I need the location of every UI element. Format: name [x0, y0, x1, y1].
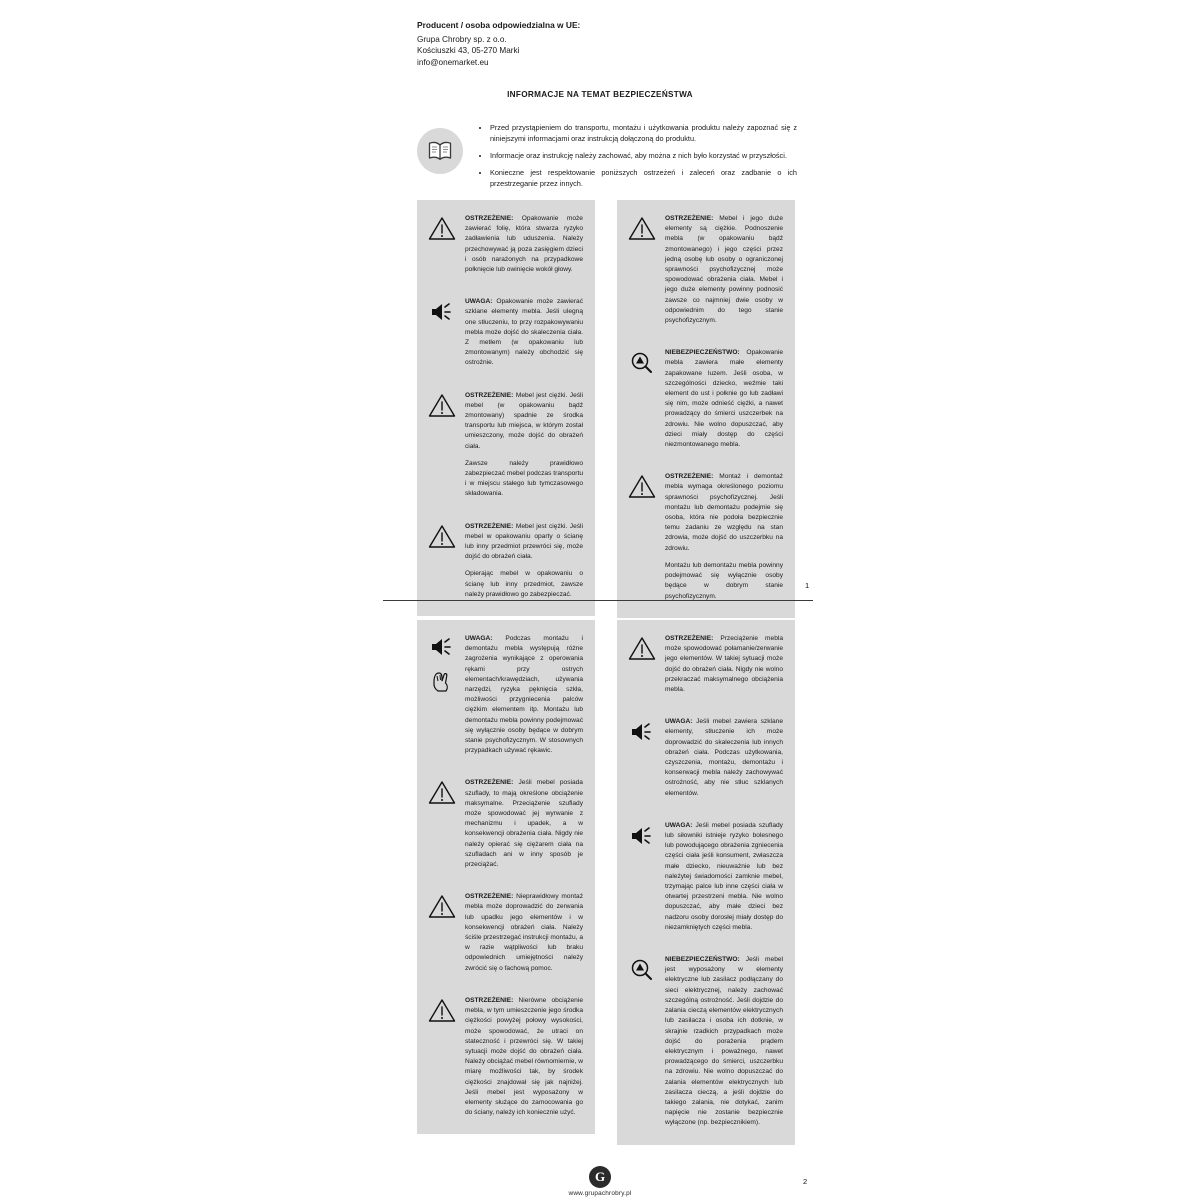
warning-column-3: [417, 620, 595, 1134]
warning-item: [427, 391, 583, 500]
warning-label: OSTRZEŻENIE:: [665, 215, 714, 222]
warning-paragraph: Zawsze należy prawidłowo zabezpieczać mebel podczas transportu i w miejscu stałego lub tymczasowego składowania.: [465, 459, 583, 498]
warning-item: [427, 522, 583, 600]
warning-text: [465, 214, 583, 275]
warning-text: [465, 996, 583, 1118]
warning-triangle-icon: [427, 522, 457, 549]
warning-label: UWAGA:: [665, 718, 693, 726]
warning-label: UWAGA:: [465, 298, 493, 306]
warning-item: [627, 821, 783, 933]
warning-item: [427, 214, 583, 275]
list-item: • Przed przystąpieniem do transportu, montażu i użytkowania produktu należy zapoznać się z niniejszymi informacjami oraz instrukcją dołączoną do produktu.: [490, 122, 797, 144]
footer-website: www.grupachrobry.pl: [568, 1190, 632, 1197]
warning-text: [465, 391, 583, 500]
warning-triangle-icon: [627, 472, 657, 499]
open-book-icon: [417, 128, 463, 174]
warning-item: [427, 634, 583, 756]
warning-label: UWAGA:: [665, 821, 693, 829]
warning-triangle-icon: [427, 778, 457, 805]
intro-bullet-list: [477, 122, 797, 195]
warning-label: OSTRZEŻENIE:: [465, 996, 514, 1004]
warning-label: UWAGA:: [465, 635, 493, 642]
warning-text: [465, 634, 583, 756]
warning-text: [465, 778, 583, 870]
warning-label: OSTRZEŻENIE:: [465, 215, 514, 222]
logo-letter: G: [594, 1169, 606, 1184]
warning-paragraph: Jeśli mebel posiada szuflady, to mają określone obciążenie maksymalne. Przeciążenie szuflady może spowodować jej wyrwanie z mechanizmu i upadek, a w konsekwencji obrażenia ciała. Nigdy nie należy opierać się ciężarem ciała na szufladach ani w inny sposób je przeciążać.: [465, 779, 583, 869]
producer-company: Grupa Chrobry sp. z o.o.: [417, 34, 507, 44]
producer-title: Producent / osoba odpowiedzialna w UE:: [417, 20, 581, 30]
warning-paragraph: Podczas montażu i demontażu mebla występują różne zagrożenia wynikające z operowania rękami przy ostrych elementach/krawędziach, używania narzędzi, ryzyka pęknięcia szkła, możliwości przygniecenia palców ciężkim elementem itp. Montażu lub demontażu mebla powinny podejmować się wyłącznie osoby będące w dobrym stanie psychofizycznym. W stosownych przypadkach używać rękawic.: [465, 635, 583, 755]
warning-column-2: [617, 200, 795, 618]
warning-paragraph: Przeciążenie mebla może spowodować połamanie/zerwanie jego elementów. W takiej sytuacji może dojść do obrażeń ciała. Nigdy nie wolno przekraczać maksymalnego obciążenia mebla.: [665, 635, 783, 694]
warning-text: [465, 297, 583, 368]
warning-paragraph: Montaż i demontaż mebla wymaga określonego poziomu sprawności psychofizycznej. Jeśli montażu lub demontażu podejmie się osoba, która nie podoła bezpiecznie temu zadaniu ze względu na stan zdrowia, może dojść do uszczerbku na zdrowiu.: [665, 473, 783, 552]
warning-paragraph: Mebel jest ciężki. Jeśli mebel w opakowaniu oparty o ścianę lub inny przedmiot przewróci się, może dojść do obrażeń ciała.: [465, 522, 583, 561]
producer-block: [417, 20, 837, 68]
warning-item: [627, 348, 783, 450]
warning-paragraph: Mebel i jego duże elementy są ciężkie. Podnoszenie mebla (w opakowaniu bądź zmontowanego) i jego części przez jedną osobę lub osoby o ograniczonej sprawności psychofizycznej może spowodować obrażenia ciała. Mebel i jego duże elementy powinny podnosić zawsze co najmniej dwie osoby w odpowiednim do tego stanie psychofizycznym.: [665, 215, 783, 325]
logo-icon: [589, 1166, 611, 1188]
warning-text: [665, 472, 783, 601]
warning-triangle-icon: [627, 214, 657, 241]
megaphone-icon: [427, 634, 457, 698]
warning-label: OSTRZEŻENIE:: [465, 391, 514, 399]
intro-block: [417, 122, 797, 195]
warning-text: [665, 717, 783, 799]
warning-paragraph: Mebel jest ciężki. Jeśli mebel (w opakowaniu bądź zmontowany) spadnie ze środka transportu lub miejsca, w którym został umieszczony, może dojść do obrażeń ciała.: [465, 391, 583, 450]
producer-email: info@onemarket.eu: [417, 57, 489, 67]
warning-paragraph: Jeśli mebel jest wyposażony w elementy elektryczne lub zasilacz podłączany do sieci elektrycznej, należy zachować szczególną ostrożność. Jeśli dojdzie do zalania cieczą elementów elektrycznych lub zasilacza i osoba ich dotknie, w skrajnie rzadkich przypadkach może dojść do porażenia prądem elektrycznym i poważnego, nawet prowadzącego do śmierci, uszczerbku na zdrowiu. Nie wolno dopuszczać do zalania elementów elektrycznych lub zasilacza cieczą, a jeśli dojdzie do takiego zalania, nie dotykać, zanim napięcie nie zostanie bezpiecznie wyłączone (np. bezpiecznikiem).: [665, 956, 783, 1127]
page-divider: [383, 600, 813, 601]
warning-item: [427, 778, 583, 870]
warning-paragraph: Jeśli mebel zawiera szklane elementy, stłuczenie ich może doprowadzić do skaleczenia lub innych obrażeń ciała. Podczas użytkowania, czyszczenia, montażu, demontażu i konserwacji mebla należy zachowywać ostrożność, aby nie stłuc szklanych elementów.: [665, 718, 783, 797]
warning-text: [665, 955, 783, 1128]
warning-label: OSTRZEŻENIE:: [665, 635, 714, 642]
warning-item: [427, 996, 583, 1118]
warning-triangle-icon: [427, 892, 457, 919]
warning-item: [627, 472, 783, 601]
warning-item: [627, 717, 783, 799]
list-item: • Konieczne jest respektowanie poniższych ostrzeżeń i zaleceń oraz zadbanie o ich przestrzeganie przez innych.: [490, 167, 797, 189]
warning-item: [427, 892, 583, 974]
warning-paragraph: Opakowanie może zawierać folię, która stwarza ryzyko zadławienia lub uduszenia. Należy przechowywać ją poza zasięgiem dzieci i osób narażonych na przypadkowe połknięcie lub owinięcie wokół głowy.: [465, 215, 583, 274]
warning-paragraph: Opierając mebel w opakowaniu o ścianę lub inny przedmiot, zawsze należy prawidłowo go zabezpieczać.: [465, 570, 583, 598]
list-item: • Informacje oraz instrukcję należy zachować, aby można z nich było korzystać w przyszłości.: [490, 150, 797, 161]
warning-label: NIEBEZPIECZEŃSTWO:: [665, 349, 740, 357]
warning-column-4: [617, 620, 795, 1145]
warning-triangle-icon: [427, 391, 457, 418]
warning-text: [665, 348, 783, 450]
warning-label: OSTRZEŻENIE:: [465, 522, 514, 530]
warning-triangle-icon: [427, 996, 457, 1023]
warning-item: [627, 955, 783, 1128]
warning-paragraph: Opakowanie może zawierać szklane elementy mebla. Jeśli ulegną one stłuczeniu, to przy rozpakowywaniu mebla może dojść do skaleczenia ciała. Z metłem (w opakowaniu lub zmontowanym) należy obchodzić się ostrożnie.: [465, 298, 583, 367]
warning-item: [427, 297, 583, 368]
warning-column-1: [417, 200, 595, 616]
warning-label: NIEBEZPIECZEŃSTWO:: [665, 956, 740, 964]
warning-label: OSTRZEŻENIE:: [465, 893, 514, 901]
megaphone-icon: [427, 297, 457, 324]
warning-text: [465, 522, 583, 600]
page-title: INFORMACJE NA TEMAT BEZPIECZEŃSTWA: [507, 90, 693, 99]
alert-magnifier-icon: [627, 955, 657, 982]
warning-text: [665, 214, 783, 326]
warning-text: [665, 634, 783, 695]
page-number-1: 1: [805, 581, 810, 590]
warning-paragraph: Nierówne obciążenie mebla, w tym umieszczenie jego środka ciężkości powyżej połowy wysokości, może spowodować, że utraci on stateczność i przewróci się. W takiej sytuacji może dojść do obrażeń ciała. Należy obciążać mebel równomiernie, w miarę możliwości tak, by środek ciężkości znajdował się jak najniżej. Jeśli mebel jest wyposażony w elementy służące do zamocowania go do ściany, należy ich koniecznie użyć.: [465, 996, 583, 1117]
warning-triangle-icon: [427, 214, 457, 241]
warning-triangle-icon: [627, 634, 657, 661]
alert-magnifier-icon: [627, 348, 657, 375]
warning-paragraph: Jeśli mebel posiada szuflady lub siłowniki istnieje ryzyko bolesnego lub powodującego obrażenia zgniecenia części ciała jeśli konsument, zwłaszcza małe dziecko, nieuważnie lub bez należytej świadomości zamknie mebel, trzymając palce lub inne części ciała w otwartej przestrzeni mebla. Nie wolno dopuszczać, aby małe dzieci bez nadzoru osoby dorosłej miały dostęp do niezamkniętych części mebla.: [665, 821, 783, 931]
megaphone-icon: [627, 717, 657, 744]
warning-text: [665, 821, 783, 933]
warning-label: OSTRZEŻENIE:: [665, 473, 714, 481]
megaphone-icon: [627, 821, 657, 848]
warning-text: [465, 892, 583, 974]
warning-paragraph: Opakowanie mebla zawiera małe elementy zapakowane luzem. Jeśli osoba, w szczególności dziecko, weźmie taki element do ust i połknie go lub zadławi się nim, może odnieść ciężki, a nawet prowadzący do śmierci uszczerbek na zdrowiu. Nie wolno dopuszczać, aby dzieci miały dostęp do części niezmontowanego mebla.: [665, 349, 783, 449]
warning-item: [627, 214, 783, 326]
warning-item: [627, 634, 783, 695]
footer: [0, 1166, 1200, 1197]
page-number-2: 2: [803, 1177, 808, 1186]
warning-label: OSTRZEŻENIE:: [465, 779, 514, 787]
producer-address: Kościuszki 43, 05-270 Marki: [417, 46, 520, 56]
warning-paragraph: Nieprawidłowy montaż mebla może doprowadzić do zerwania lub upadku jego elementów i w konsekwencji obrażeń ciała. Należy ściśle przestrzegać instrukcji montażu, a w razie wątpliwości lub braku odpowiednich umiejętności należy zwrócić się o fachową pomoc.: [465, 893, 583, 972]
warning-paragraph: Montażu lub demontażu mebla powinny podejmować się wyłącznie osoby będące w dobrym stanie psychofizycznym.: [665, 561, 783, 600]
